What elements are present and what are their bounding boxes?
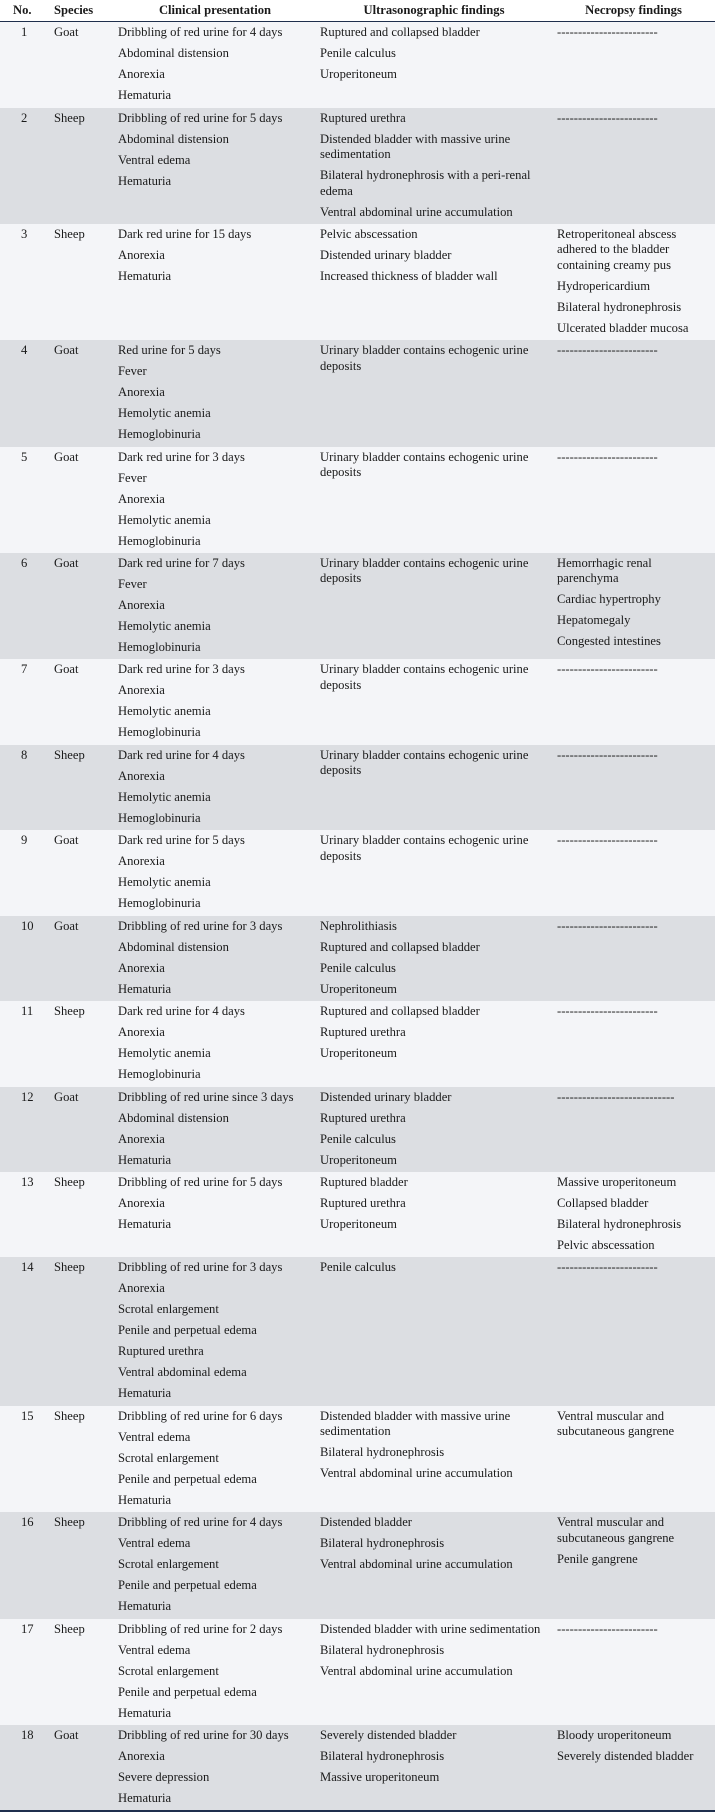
- cell-species: Sheep: [54, 747, 85, 762]
- cell-necropsy-findings: [552, 1512, 715, 1618]
- clinical-item: Ventral abdominal edema: [118, 1365, 247, 1380]
- clinical-item: Hemoglobinuria: [118, 427, 201, 442]
- cell-no: 15: [21, 1408, 34, 1423]
- clinical-item: Hematuria: [118, 1705, 172, 1720]
- cell-no: 4: [21, 343, 28, 358]
- cell-necropsy-findings: [552, 1406, 715, 1512]
- cell-no: 8: [21, 747, 28, 762]
- cell-ultrasonographic-findings: [316, 224, 552, 340]
- clinical-item: Anorexia: [118, 960, 165, 975]
- clinical-item: Ruptured urethra: [118, 1344, 204, 1359]
- cell-clinical-presentation: [114, 1087, 316, 1172]
- necropsy-item: ------------------------: [557, 1260, 658, 1275]
- cell-necropsy-findings: [552, 553, 715, 659]
- cell-clinical-presentation: [114, 1725, 316, 1811]
- clinical-item: Hemolytic anemia: [118, 406, 211, 421]
- clinical-item: Abdominal distension: [118, 939, 229, 954]
- ultrasound-item: Ventral abdominal urine accumulation: [320, 204, 513, 219]
- necropsy-item: Hepatomegaly: [557, 613, 631, 628]
- ultrasound-item: Severely distended bladder: [320, 1727, 457, 1742]
- clinical-item: Anorexia: [118, 598, 165, 613]
- cell-ultrasonographic-findings: [316, 108, 552, 224]
- necropsy-item: Bilateral hydronephrosis: [557, 1216, 682, 1231]
- cell-species: Sheep: [54, 1004, 85, 1019]
- cell-clinical-presentation: [114, 830, 316, 915]
- cell-no: 2: [21, 110, 28, 125]
- necropsy-item: Ventral muscular and subcutaneous gangrene: [557, 1408, 675, 1439]
- ultrasound-item: Distended bladder with massive urine sedimentation: [320, 131, 511, 162]
- cell-ultrasonographic-findings: [316, 916, 552, 1001]
- clinical-item: Ventral edema: [118, 1429, 191, 1444]
- necropsy-item: Ulcerated bladder mucosa: [557, 320, 689, 335]
- clinical-item: Penile and perpetual edema: [118, 1471, 257, 1486]
- ultrasound-item: Pelvic abscessation: [320, 227, 418, 242]
- cell-necropsy-findings: [552, 1172, 715, 1257]
- ultrasound-item: Ruptured bladder: [320, 1174, 408, 1189]
- cell-necropsy-findings: [552, 108, 715, 224]
- necropsy-item: ------------------------: [557, 343, 658, 358]
- clinical-item: Anorexia: [118, 248, 165, 263]
- clinical-item: Anorexia: [118, 385, 165, 400]
- ultrasound-item: Ventral abdominal urine accumulation: [320, 1466, 513, 1481]
- clinical-item: Anorexia: [118, 683, 165, 698]
- cell-no: 3: [21, 227, 28, 242]
- clinical-item: Hematuria: [118, 173, 172, 188]
- clinical-item: Anorexia: [118, 1281, 165, 1296]
- cell-species: Goat: [54, 556, 79, 571]
- cell-clinical-presentation: [114, 108, 316, 224]
- clinical-item: Penile and perpetual edema: [118, 1578, 257, 1593]
- ultrasound-item: Bilateral hydronephrosis: [320, 1445, 445, 1460]
- cell-clinical-presentation: [114, 22, 316, 108]
- clinical-item: Hemoglobinuria: [118, 896, 201, 911]
- necropsy-item: Pelvic abscessation: [557, 1237, 655, 1252]
- cell-no: 5: [21, 449, 28, 464]
- clinical-item: Hematuria: [118, 1790, 172, 1805]
- ultrasound-item: Bilateral hydronephrosis: [320, 1536, 445, 1551]
- cell-ultrasonographic-findings: [316, 659, 552, 744]
- cell-ultrasonographic-findings: [316, 745, 552, 830]
- clinical-item: Dribbling of red urine for 6 days: [118, 1408, 283, 1423]
- necropsy-item: ------------------------: [557, 662, 658, 677]
- cell-necropsy-findings: [552, 1001, 715, 1086]
- cell-ultrasonographic-findings: [316, 1257, 552, 1405]
- cell-species: Goat: [54, 449, 79, 464]
- necropsy-item: Bilateral hydronephrosis: [557, 299, 682, 314]
- ultrasound-item: Ruptured urethra: [320, 1195, 406, 1210]
- cell-clinical-presentation: [114, 1406, 316, 1512]
- clinical-item: Dark red urine for 3 days: [118, 662, 245, 677]
- cell-species: Goat: [54, 918, 79, 933]
- cell-necropsy-findings: [552, 745, 715, 830]
- ultrasound-item: Uroperitoneum: [320, 1216, 397, 1231]
- clinical-item: Scrotal enlargement: [118, 1663, 219, 1678]
- clinical-item: Red urine for 5 days: [118, 343, 221, 358]
- cell-necropsy-findings: [552, 340, 715, 446]
- cell-species: Sheep: [54, 1174, 85, 1189]
- necropsy-item: ----------------------------: [557, 1089, 675, 1104]
- cell-species: Sheep: [54, 110, 85, 125]
- cell-necropsy-findings: [552, 224, 715, 340]
- cell-ultrasonographic-findings: [316, 553, 552, 659]
- clinical-item: Dark red urine for 4 days: [118, 1004, 245, 1019]
- cell-ultrasonographic-findings: [316, 1001, 552, 1086]
- clinical-item: Ventral edema: [118, 1536, 191, 1551]
- necropsy-item: ------------------------: [557, 110, 658, 125]
- clinical-item: Dark red urine for 5 days: [118, 833, 245, 848]
- necropsy-item: ------------------------: [557, 833, 658, 848]
- table-row: [0, 1172, 715, 1257]
- table-row: [0, 1257, 715, 1405]
- clinical-item: Severe depression: [118, 1769, 210, 1784]
- cell-clinical-presentation: [114, 659, 316, 744]
- cell-no: 7: [21, 662, 28, 677]
- cell-species: Sheep: [54, 1621, 85, 1636]
- clinical-item: Dribbling of red urine for 5 days: [118, 110, 283, 125]
- ultrasound-item: Nephrolithiasis: [320, 918, 397, 933]
- necropsy-item: ------------------------: [557, 918, 658, 933]
- cell-clinical-presentation: [114, 1619, 316, 1725]
- clinical-item: Scrotal enlargement: [118, 1557, 219, 1572]
- clinical-item: Anorexia: [118, 1748, 165, 1763]
- necropsy-item: ------------------------: [557, 25, 658, 40]
- ultrasound-item: Penile calculus: [320, 46, 396, 61]
- necropsy-item: Hemorrhagic renal parenchyma: [557, 556, 652, 586]
- cell-necropsy-findings: [552, 1725, 715, 1811]
- clinical-item: Dark red urine for 15 days: [118, 227, 252, 242]
- necropsy-item: Massive uroperitoneum: [557, 1174, 677, 1189]
- clinical-item: Scrotal enlargement: [118, 1450, 219, 1465]
- necropsy-item: Congested intestines: [557, 634, 661, 649]
- cell-clinical-presentation: [114, 447, 316, 553]
- cell-clinical-presentation: [114, 1512, 316, 1618]
- cell-no: 11: [21, 1004, 34, 1019]
- ultrasound-item: Bilateral hydronephrosis: [320, 1642, 445, 1657]
- ultrasound-item: Increased thickness of bladder wall: [320, 269, 498, 284]
- cell-no: 1: [21, 25, 28, 40]
- table-row: [0, 1512, 715, 1618]
- clinical-item: Hemolytic anemia: [118, 875, 211, 890]
- clinical-item: Abdominal distension: [118, 1110, 229, 1125]
- clinical-item: Dribbling of red urine for 3 days: [118, 918, 283, 933]
- clinical-item: Hematuria: [118, 88, 172, 103]
- cell-ultrasonographic-findings: [316, 340, 552, 446]
- cell-clinical-presentation: [114, 1172, 316, 1257]
- ultrasound-item: Bilateral hydronephrosis with a peri-renal edema: [320, 168, 531, 198]
- table-header: [0, 0, 715, 22]
- ultrasound-item: Distended bladder with massive urine sedimentation: [320, 1408, 511, 1439]
- cell-clinical-presentation: [114, 224, 316, 340]
- header-necropsy-findings: Necropsy findings: [552, 0, 715, 22]
- ultrasound-item: Ruptured urethra: [320, 1110, 406, 1125]
- cell-ultrasonographic-findings: [316, 1406, 552, 1512]
- cell-necropsy-findings: [552, 22, 715, 108]
- ultrasound-item: Uroperitoneum: [320, 67, 397, 82]
- ultrasound-item: Uroperitoneum: [320, 981, 397, 996]
- cell-species: Goat: [48, 1725, 114, 1811]
- clinical-item: Dark red urine for 7 days: [118, 556, 245, 571]
- ultrasound-item: Massive uroperitoneum: [320, 1769, 440, 1784]
- cell-necropsy-findings: [552, 1257, 715, 1405]
- ultrasound-item: Ruptured and collapsed bladder: [320, 1004, 480, 1019]
- clinical-item: Dribbling of red urine for 5 days: [118, 1174, 283, 1189]
- ultrasound-item: Ruptured and collapsed bladder: [320, 939, 480, 954]
- clinical-item: Anorexia: [118, 854, 165, 869]
- ultrasound-item: Penile calculus: [320, 1260, 396, 1275]
- clinical-item: Hemolytic anemia: [118, 704, 211, 719]
- cell-ultrasonographic-findings: [316, 447, 552, 553]
- clinical-item: Hemoglobinuria: [118, 725, 201, 740]
- clinical-item: Hematuria: [118, 1386, 172, 1401]
- clinical-item: Fever: [118, 364, 147, 379]
- cell-species: Goat: [54, 833, 79, 848]
- cell-ultrasonographic-findings: [316, 1725, 552, 1811]
- cell-species: Sheep: [54, 227, 85, 242]
- clinical-item: Hemoglobinuria: [118, 810, 201, 825]
- table-row: [0, 745, 715, 830]
- necropsy-item: Penile gangrene: [557, 1551, 638, 1566]
- clinical-item: Anorexia: [118, 768, 165, 783]
- cell-no: 16: [21, 1515, 34, 1530]
- ultrasound-item: Distended bladder: [320, 1515, 412, 1530]
- cell-no: 10: [21, 918, 34, 933]
- clinical-item: Ventral edema: [118, 1642, 191, 1657]
- header-row: [0, 0, 715, 22]
- clinical-item: Anorexia: [118, 1131, 165, 1146]
- clinical-item: Dribbling of red urine for 2 days: [118, 1621, 283, 1636]
- cell-ultrasonographic-findings: [316, 830, 552, 915]
- header-species: Species: [48, 0, 114, 22]
- table-row: [0, 1001, 715, 1086]
- cell-no: 13: [21, 1174, 34, 1189]
- clinical-item: Abdominal distension: [118, 131, 229, 146]
- clinical-item: Fever: [118, 470, 147, 485]
- cell-necropsy-findings: [552, 1619, 715, 1725]
- clinical-item: Hemolytic anemia: [118, 1046, 211, 1061]
- clinical-item: Dark red urine for 3 days: [118, 449, 245, 464]
- cell-clinical-presentation: [114, 1257, 316, 1405]
- clinical-item: Fever: [118, 577, 147, 592]
- necropsy-item: Ventral muscular and subcutaneous gangrene: [557, 1515, 675, 1545]
- cell-species: Goat: [54, 1089, 79, 1104]
- necropsy-item: Retroperitoneal abscess adhered to the bladder containing creamy pus: [557, 227, 677, 272]
- clinical-item: Dribbling of red urine since 3 days: [118, 1089, 294, 1104]
- table-row: [0, 108, 715, 224]
- necropsy-item: ------------------------: [557, 747, 658, 762]
- necropsy-item: Bloody uroperitoneum: [557, 1727, 672, 1742]
- cell-no: 17: [21, 1621, 34, 1636]
- clinical-item: Abdominal distension: [118, 46, 229, 61]
- cell-species: Goat: [54, 662, 79, 677]
- table-row: [0, 1725, 715, 1811]
- cell-necropsy-findings: [552, 447, 715, 553]
- clinical-item: Hemolytic anemia: [118, 619, 211, 634]
- cell-clinical-presentation: [114, 553, 316, 659]
- ultrasound-item: Urinary bladder contains echogenic urine deposits: [320, 556, 529, 586]
- ultrasound-item: Distended bladder with urine sedimentation: [320, 1621, 541, 1636]
- necropsy-item: ------------------------: [557, 1004, 658, 1019]
- clinical-item: Dribbling of red urine for 30 days: [118, 1727, 289, 1742]
- clinical-item: Hematuria: [118, 1492, 172, 1507]
- table-row: [0, 224, 715, 340]
- table-row: [0, 830, 715, 915]
- clinical-item: Dribbling of red urine for 4 days: [118, 1515, 283, 1530]
- cell-ultrasonographic-findings: [316, 1512, 552, 1618]
- clinical-item: Hemolytic anemia: [118, 789, 211, 804]
- cell-species: Sheep: [54, 1515, 85, 1530]
- ultrasound-item: Bilateral hydronephrosis: [320, 1748, 445, 1763]
- necropsy-item: Severely distended bladder: [557, 1748, 694, 1763]
- clinical-item: Hematuria: [118, 269, 172, 284]
- necropsy-item: Cardiac hypertrophy: [557, 592, 661, 607]
- cell-species: Sheep: [54, 1260, 85, 1275]
- ultrasound-item: Urinary bladder contains echogenic urine deposits: [320, 449, 529, 480]
- cell-ultrasonographic-findings: [316, 1619, 552, 1725]
- table-row: [0, 553, 715, 659]
- clinical-item: Hematuria: [118, 1216, 172, 1231]
- ultrasound-item: Urinary bladder contains echogenic urine deposits: [320, 662, 529, 692]
- ultrasound-item: Ventral abdominal urine accumulation: [320, 1663, 513, 1678]
- table-row: [0, 1619, 715, 1725]
- cell-necropsy-findings: [552, 659, 715, 744]
- table-row: [0, 447, 715, 553]
- cell-no: 14: [21, 1260, 34, 1275]
- clinical-item: Dribbling of red urine for 3 days: [118, 1260, 283, 1275]
- table-row: [0, 1406, 715, 1512]
- necropsy-item: Collapsed bladder: [557, 1195, 649, 1210]
- cell-necropsy-findings: [552, 830, 715, 915]
- cell-ultrasonographic-findings: [316, 22, 552, 108]
- cell-no: 12: [21, 1089, 34, 1104]
- table-row: [0, 1087, 715, 1172]
- ultrasound-item: Ventral abdominal urine accumulation: [320, 1557, 513, 1572]
- ultrasound-item: Uroperitoneum: [320, 1152, 397, 1167]
- header-clinical-presentation: Clinical presentation: [114, 0, 316, 22]
- cell-necropsy-findings: [552, 1087, 715, 1172]
- necropsy-item: ------------------------: [557, 449, 658, 464]
- ultrasound-item: Ruptured urethra: [320, 110, 406, 125]
- cell-no: 18: [0, 1725, 48, 1811]
- table-row: [0, 916, 715, 1001]
- clinical-item: Scrotal enlargement: [118, 1302, 219, 1317]
- ultrasound-item: Distended urinary bladder: [320, 1089, 452, 1104]
- clinical-item: Hemoglobinuria: [118, 533, 201, 548]
- table-row: [0, 340, 715, 446]
- clinical-item: Hemoglobinuria: [118, 640, 201, 655]
- cell-no: 9: [21, 833, 28, 848]
- clinical-item: Hemoglobinuria: [118, 1067, 201, 1082]
- cell-species: Goat: [54, 25, 79, 40]
- cell-no: 6: [21, 556, 28, 571]
- table-row: [0, 659, 715, 744]
- clinical-item: Anorexia: [118, 1025, 165, 1040]
- clinical-item: Anorexia: [118, 67, 165, 82]
- table-row: [0, 22, 715, 108]
- cell-ultrasonographic-findings: [316, 1172, 552, 1257]
- clinical-item: Hematuria: [118, 1599, 172, 1614]
- cell-clinical-presentation: [114, 340, 316, 446]
- table-body: [0, 22, 715, 1811]
- cell-species: Sheep: [54, 1408, 85, 1423]
- ultrasound-item: Distended urinary bladder: [320, 248, 452, 263]
- cell-clinical-presentation: [114, 745, 316, 830]
- header-no: No.: [0, 0, 48, 22]
- ultrasound-item: Uroperitoneum: [320, 1046, 397, 1061]
- necropsy-item: ------------------------: [557, 1621, 658, 1636]
- ultrasound-item: Penile calculus: [320, 960, 396, 975]
- clinical-item: Dribbling of red urine for 4 days: [118, 25, 283, 40]
- ultrasound-item: Urinary bladder contains echogenic urine deposits: [320, 833, 529, 863]
- ultrasound-item: Urinary bladder contains echogenic urine deposits: [320, 747, 529, 778]
- clinical-item: Penile and perpetual edema: [118, 1684, 257, 1699]
- ultrasound-item: Ruptured and collapsed bladder: [320, 25, 480, 40]
- clinical-item: Anorexia: [118, 1195, 165, 1210]
- clinical-item: Anorexia: [118, 491, 165, 506]
- clinical-item: Dark red urine for 4 days: [118, 747, 245, 762]
- cell-clinical-presentation: [114, 916, 316, 1001]
- clinical-item: Penile and perpetual edema: [118, 1323, 257, 1338]
- cell-ultrasonographic-findings: [316, 1087, 552, 1172]
- clinical-item: Hematuria: [118, 1152, 172, 1167]
- ultrasound-item: Penile calculus: [320, 1131, 396, 1146]
- cell-necropsy-findings: [552, 916, 715, 1001]
- clinical-item: Hematuria: [118, 981, 172, 996]
- necropsy-item: Hydropericardium: [557, 278, 651, 293]
- header-ultrasonographic-findings: Ultrasonographic findings: [316, 0, 552, 22]
- cell-clinical-presentation: [114, 1001, 316, 1086]
- clinical-item: Ventral edema: [118, 152, 191, 167]
- ultrasound-item: Urinary bladder contains echogenic urine deposits: [320, 343, 529, 373]
- cell-species: Goat: [54, 343, 79, 358]
- clinical-item: Hemolytic anemia: [118, 512, 211, 527]
- ultrasound-item: Ruptured urethra: [320, 1025, 406, 1040]
